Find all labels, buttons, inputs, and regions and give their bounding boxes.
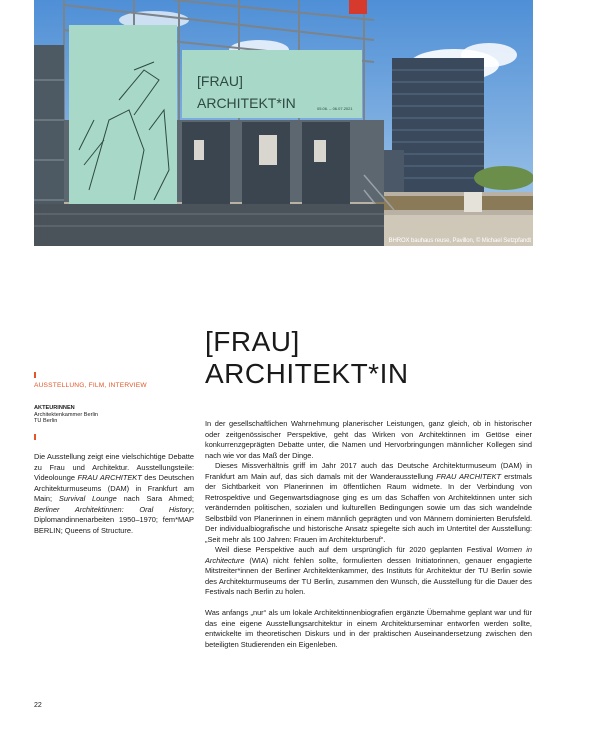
- paragraph-2-text-a: Dieses Missverhältnis griff im Jahr 2017 auch das Deutsche Architekturmuseum (DAM) in Frankfurt am Main auf, das sich damals mit der Wanderausstellung: [205, 461, 532, 481]
- pavilion-illustration: [34, 0, 533, 246]
- main-article-text: [205, 419, 532, 650]
- paragraph-4: Was anfangs „nur“ als um lokale Architektinnenbiografien ergänzte Übernahme geplant war und für das eine eigene Ausstellungsarchitektur in einem Architekturseminar entworfen werden sollte, entwickelte im theoretischen Diskurs und in der praktischen Auseinandersetzung zwischen den beteiligten Studierenden ein Eigenleben.: [205, 608, 532, 649]
- category-label: AUSSTELLUNG, FILM, INTERVIEW: [34, 382, 147, 389]
- actor-1: Architektenkammer Berlin: [34, 411, 99, 418]
- svg-text:[FRAU]: [FRAU]: [197, 73, 243, 89]
- sidebar-description: [34, 452, 194, 536]
- sidebar-text-1: Die Ausstellung zeigt eine vielschichtige Debatte zu Frau und Architektur. Ausstellungsteile: Videolounge: [34, 452, 194, 482]
- actors-heading: AKTEURINNEN: [34, 405, 75, 411]
- article-title: [205, 326, 409, 390]
- paragraph-3-text-b: (WIA) nicht fehlen sollte, formulierten dessen Initiatorinnen, genauer engagierte Mitstreiter*innen der Berliner Architektenkammer, des Instituts für Architektur der TU Berlin sowie des Architekturmuseums der TU Berlin, zusammen den Wunsch, die Ausstellung für die Dauer des Festivals nach Berlin zu holen.: [205, 555, 532, 596]
- paragraph-3-text-a: Weil diese Perspektive auch auf dem ursprünglich für 2020 geplanten Festival: [215, 545, 497, 554]
- paragraph-1: In der gesellschaftlichen Wahrnehmung planerischer Leistungen, ganz gleich, ob in historischer oder zeitgenössischer Perspektive, geht das Wirken von Architektinnen im Getöse einer konkurrenzgeprägten Debatte unter, die Namen und Hervorbringungen männlicher Kollegen sind nach wie vor das Maß der Dinge.: [205, 419, 532, 460]
- sidebar-text-2: des Deutschen Architekturmuseums (DAM) in Frankfurt am Main;: [34, 473, 195, 503]
- title-line-1: [FRAU]: [205, 326, 300, 357]
- accent-mark-1: [34, 372, 36, 378]
- actors-block: [34, 405, 98, 425]
- pavilion-photo: [34, 0, 533, 246]
- photo-credit: BHROX bauhaus reuse, Pavillon, © Michael Setzpfandt: [388, 238, 531, 244]
- svg-text:05.06. – 06.07.2021: 05.06. – 06.07.2021: [317, 106, 353, 111]
- paragraph-3-italic: Women in Architecture: [205, 545, 532, 565]
- accent-mark-2: [34, 434, 36, 440]
- sidebar-text-4: ; Diplomandinnenarbeiten 1950–1970; fem*MAP BERLIN; Queens of Structure.: [34, 504, 194, 535]
- title-line-2: ARCHITEKT*IN: [205, 358, 409, 389]
- paragraph-2: [205, 461, 532, 545]
- paragraph-2-text-b: erstmals der Sichtbarkeit von Planerinnen im öffentlichen Raum widmete. In der Verbindung von Retrospektive und Gegenwartsdiagnose ging es um das Schaffen von Architektinnen unter sich verändernden politischen, sozialen und kulturellen Bedingungen sowie um das sich wandelnde Selbstbild von Planerinnen in einem männlich geprägten und von Männern dominierten Berufsfeld. Der individualbiografische und historische Ansatz spiegelte sich auch im Untertitel der Ausstellung: „Seit mehr als 100 Jahren: Frauen im Architekturberuf“.: [205, 471, 533, 544]
- paragraph-3: [205, 545, 532, 598]
- page-number: 22: [34, 702, 42, 709]
- paragraph-2-italic: FRAU ARCHITEKT: [436, 471, 502, 481]
- sidebar-italic-2: Survival Lounge: [58, 494, 117, 503]
- sidebar-text-3: nach Sara Ahmed;: [116, 494, 194, 503]
- svg-text:ARCHITEKT*IN: ARCHITEKT*IN: [197, 95, 296, 111]
- actor-2: TU Berlin: [34, 418, 58, 425]
- sidebar-italic-1: FRAU ARCHITEKT: [77, 473, 142, 482]
- sidebar-italic-3: Berliner Architektinnen: Oral History: [34, 504, 192, 514]
